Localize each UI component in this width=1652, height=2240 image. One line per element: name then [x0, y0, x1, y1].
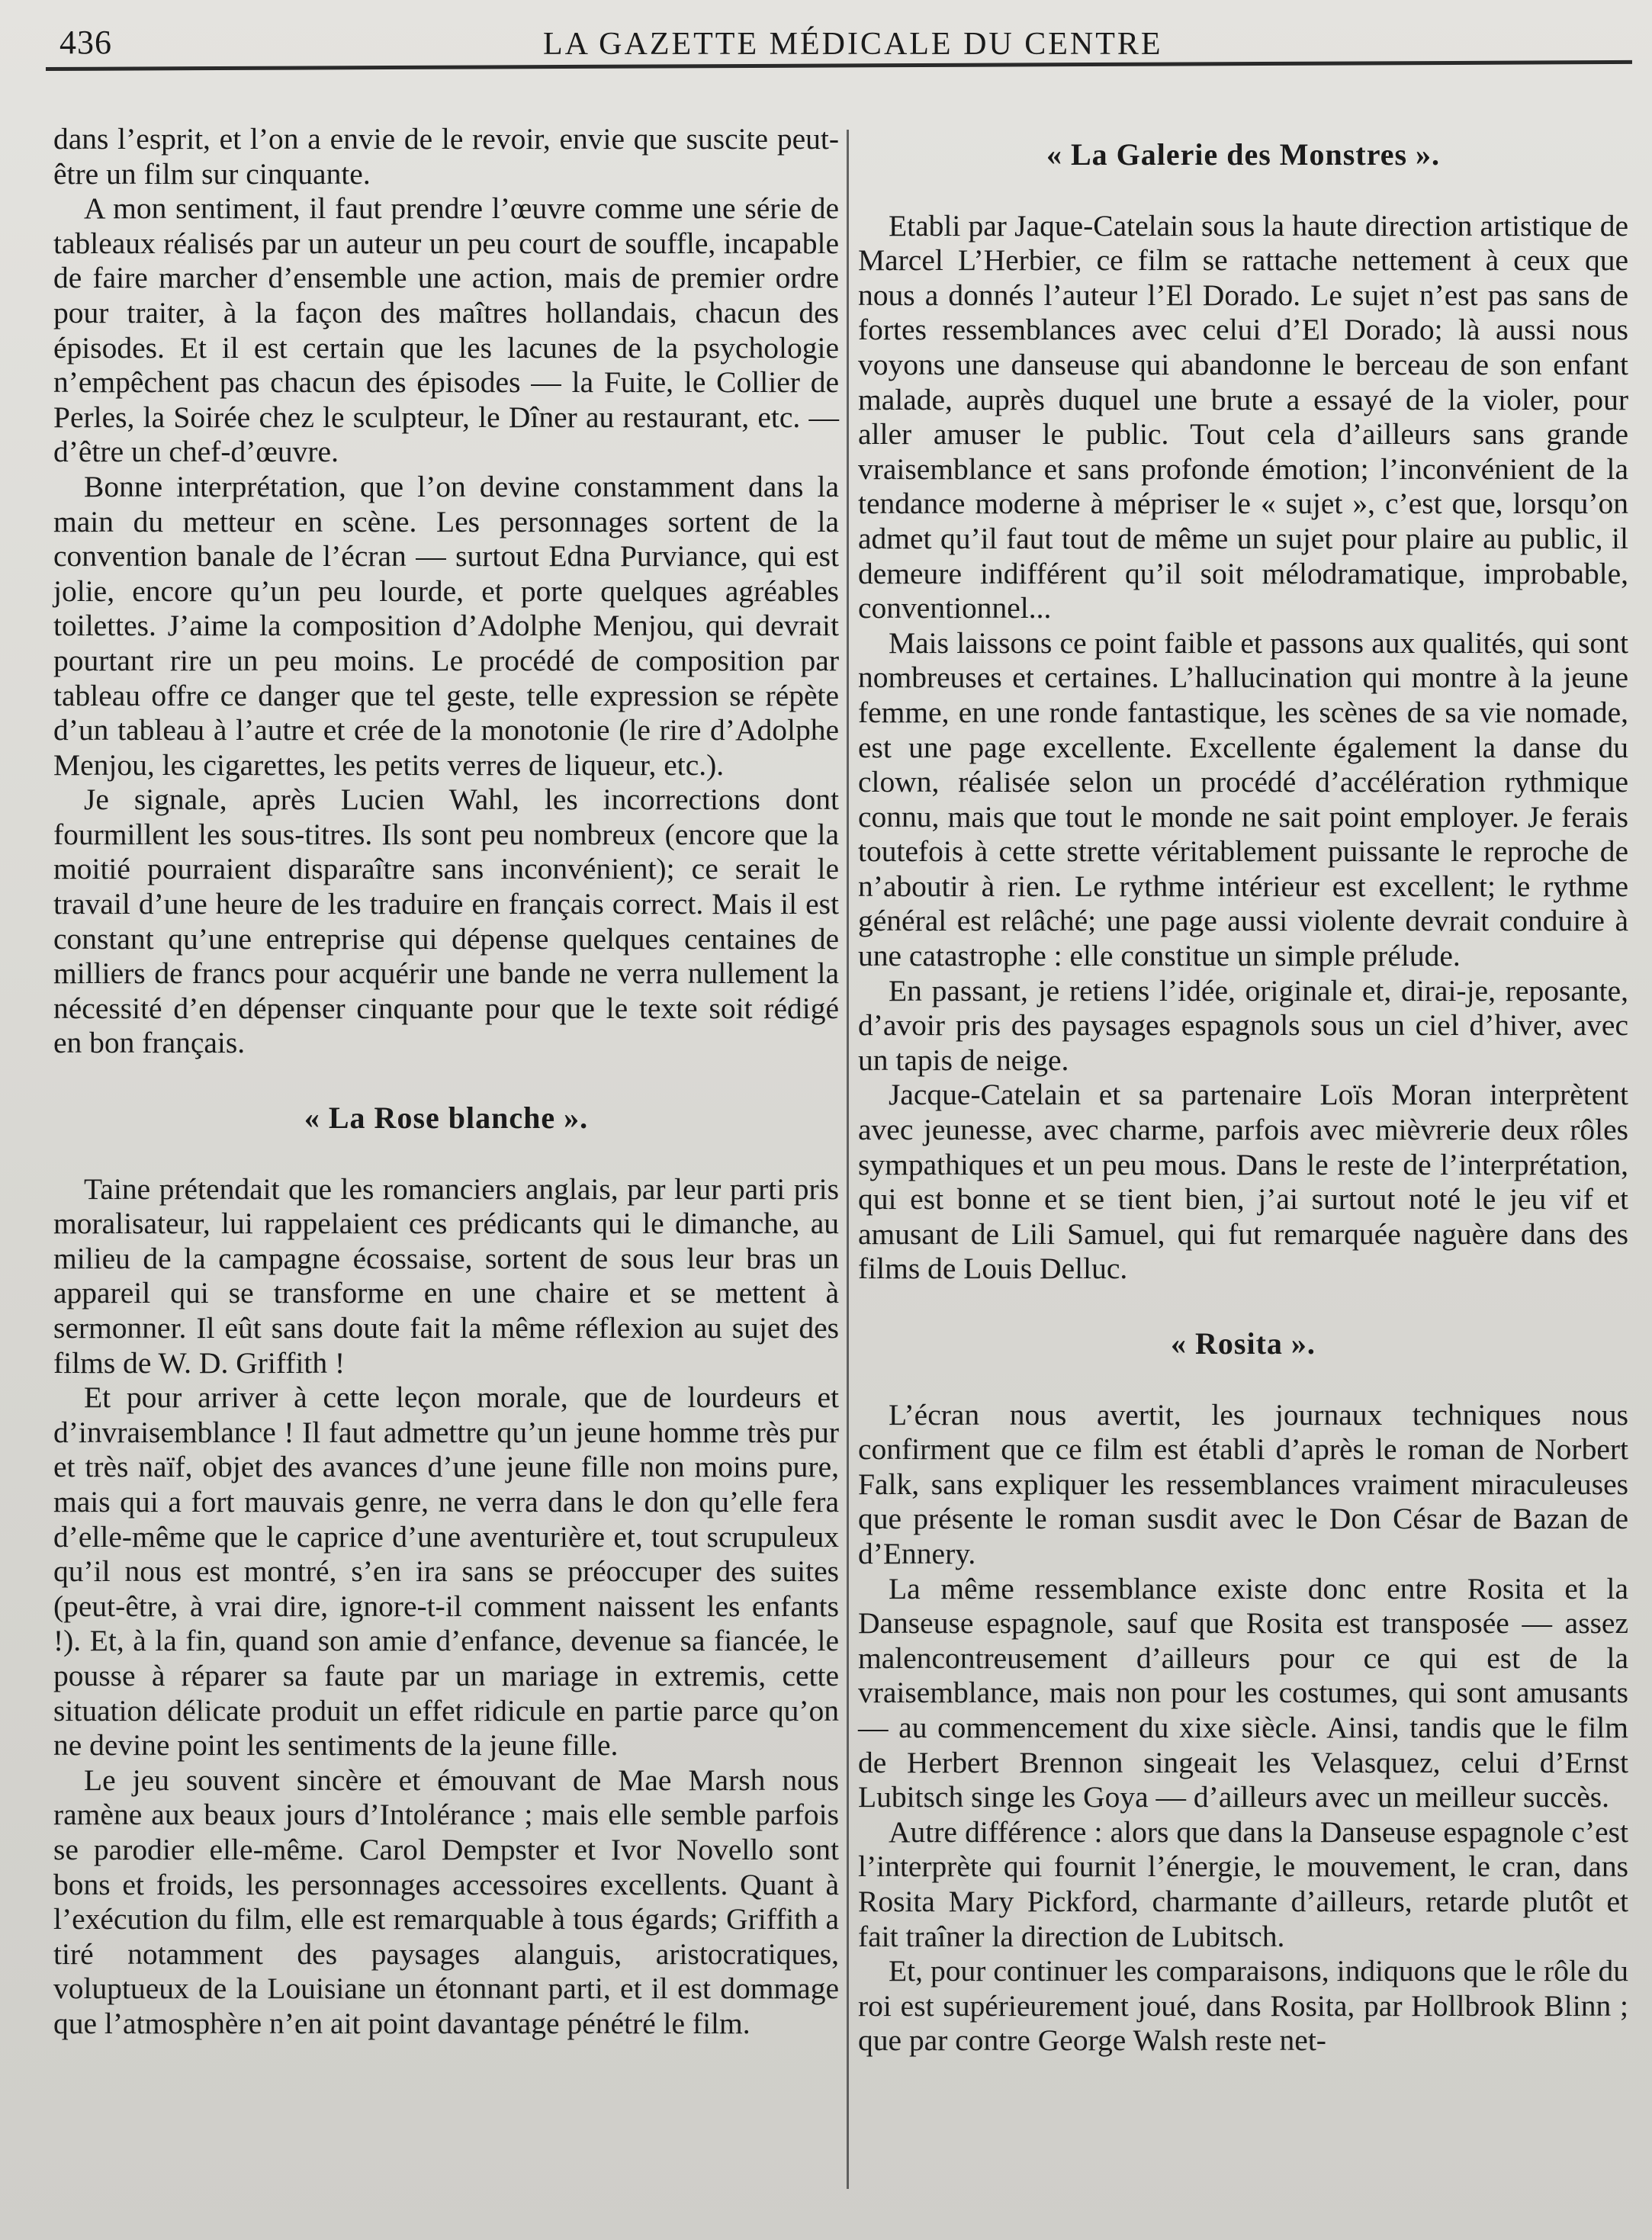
paragraph: dans l’esprit, et l’on a envie de le revoir, envie que suscite peut-être un film sur cinquante. — [53, 122, 839, 191]
paragraph: Et pour arriver à cette leçon morale, que de lourdeurs et d’invraisemblance ! Il faut admettre qu’un jeune homme très pur et très naïf, objet des avances d’une jeune fille non moins pure, mais qui a fort mauvais genre, ne verra dans le don qu’elle fera d’elle-même que le caprice d’une aventurière et, tout scrupuleux qu’il nous est montré, s’en ira sans se préoccuper des suites (peut-être, à vrai dire, ignore-t-il comment naissent les enfants !). Et, à la fin, quand son amie d’enfance, devenue sa fiancée, le pousse à réparer sa faute par un mariage in extremis, cette situation délicate produit un effet ridicule en partie parce qu’on ne devine point les sentiments de la jeune fille. — [53, 1380, 839, 1763]
section-heading: « La Rose blanche ». — [304, 1101, 589, 1136]
paragraph: En passant, je retiens l’idée, originale et, dirai-je, reposante, d’avoir pris des paysages espagnols sous un ciel d’hiver, avec un tapis de neige. — [858, 973, 1628, 1077]
paragraph: Autre différence : alors que dans la Danseuse espagnole c’est l’interprète qui fournit l’énergie, le mouvement, le cran, dans Rosita Mary Pickford, charmante d’ailleurs, retarde plutôt et fait traîner la direction de Lubitsch. — [858, 1814, 1628, 1953]
paragraph: Taine prétendait que les romanciers anglais, par leur parti pris moralisateur, lui rappelaient ces prédicants qui le dimanche, au milieu de la campagne écossaise, sortent de sous leur bras un appareil qui se transforme en une chaire et se mettent à sermonner. Il eût sans doute fait la même réflexion au sujet des films de W. D. Griffith ! — [53, 1171, 839, 1380]
paragraph: A mon sentiment, il faut prendre l’œuvre comme une série de tableaux réalisés par un auteur un peu court de souffle, incapable de faire marcher d’ensemble une action, mais de premier ordre pour traiter, à la façon des maîtres hollandais, chacun des épisodes. Et il est certain que les lacunes de la psychologie n’empêchent pas chacun des épisodes — la Fuite, le Collier de Perles, la Soirée chez le sculpteur, le Dîner au restaurant, etc. — d’être un chef-d’œuvre. — [53, 191, 839, 469]
paragraph: Bonne interprétation, que l’on devine constamment dans la main du metteur en scène. Les personnages sortent de la convention banale de l’écran — surtout Edna Purviance, qui est jolie, encore qu’un peu lourde, et porte quelques agréables toilettes. J’aime la composition d’Adolphe Menjou, qui devrait pourtant rire un peu moins. Le procédé de composition par tableau offre ce danger que tel geste, telle expression se répète d’un tableau à l’autre et crée de la monotonie (le rire d’Adolphe Menjou, les cigarettes, les petits verres de liqueur, etc.). — [53, 469, 839, 782]
page-number: 436 — [59, 24, 112, 61]
paragraph: La même ressemblance existe donc entre Rosita et la Danseuse espagnole, sauf que Rosita est transposée — assez malencontreusement d’ailleurs pour ce qui est de la vraisemblance, mais non pour les costumes, qui sont amusants — au commencement du xixe siècle. Ainsi, tandis que le film de Herbert Brennon singeait les Velasquez, celui d’Ernst Lubitsch singe les Goya — d’ailleurs avec un meilleur succès. — [858, 1571, 1628, 1814]
paragraph: Je signale, après Lucien Wahl, les incorrections dont fourmillent les sous-titres. Ils sont peu nombreux (encore que la moitié pourraient disparaître sans inconvénient); ce serait le travail d’une heure de les traduire en français correct. Mais il est constant qu’une entreprise qui dépense quelques centaines de milliers de francs pour acquérir une bande ne verra nullement la nécessité d’en dépenser cinquante pour que le texte soit rédigé en bon français. — [53, 783, 839, 1060]
column-divider — [847, 130, 849, 2189]
section-heading: « La Galerie des Monstres ». — [1046, 137, 1441, 172]
paragraph: Etabli par Jaque-Catelain sous la haute direction artistique de Marcel L’Herbier, ce film se rattache nettement à ceux que nous a donnés l’auteur l’El Dorado. Le sujet n’est pas sans de fortes ressemblances avec celui d’El Dorado; là aussi nous voyons une danseuse qui abandonne le berceau de son enfant malade, auprès duquel une brute a essayé de la violer, pour aller amuser le public. Tout cela d’ailleurs sans grande vraisemblance et sans profonde émotion; l’inconvénient de la tendance moderne à mépriser le « sujet », c’est que, lorsqu’on admet qu’il faut tout de même un sujet pour plaire au public, il demeure indifférent qu’il soit mélodramatique, improbable, conventionnel... — [858, 208, 1628, 625]
left-column — [53, 122, 839, 2041]
section-heading: « Rosita ». — [1171, 1326, 1316, 1361]
paragraph: Jacque-Catelain et sa partenaire Loïs Moran interprètent avec jeunesse, avec charme, parfois avec mièvrerie deux rôles sympathiques et un peu mous. Dans le reste de l’interprétation, qui est bonne et se tient bien, j’ai surtout noté le jeu vif et amusant de Lili Samuel, qui fut remarquée naguère dans des films de Louis Delluc. — [858, 1078, 1628, 1286]
paragraph: Et, pour continuer les comparaisons, indiquons que le rôle du roi est supérieurement joué, dans Rosita, par Hollbrook Blinn ; que par contre George Walsh reste net- — [858, 1954, 1628, 2058]
paragraph: L’écran nous avertit, les journaux techniques nous confirment que ce film est établi d’après le roman de Norbert Falk, sans expliquer les ressemblances vraiment miraculeuses que présente le roman susdit avec le Don César de Bazan de d’Ennery. — [858, 1397, 1628, 1570]
right-column — [858, 122, 1628, 2058]
paragraph: Mais laissons ce point faible et passons aux qualités, qui sont nombreuses et certaines. L’hallucination qui montre à la jeune femme, en une ronde fantastique, les scènes de sa vie nomade, est une page excellente. Excellente également la danse du clown, réalisée selon un procédé d’accélération rythmique connu, mais que tout le monde ne sait point employer. Je ferais toutefois à cette strette véritablement puissante le reproche de n’aboutir à rien. Le rythme intérieur est excellent; le rythme général est relâché; une page aussi violente devrait conduire à une catastrophe : elle constitue un simple prélude. — [858, 625, 1628, 973]
running-title: LA GAZETTE MÉDICALE DU CENTRE — [543, 27, 1163, 62]
paragraph: Le jeu souvent sincère et émouvant de Mae Marsh nous ramène aux beaux jours d’Intolérance ; mais elle semble parfois se parodier elle-même. Carol Dempster et Ivor Novello sont bons et froids, les personnages accessoires excellents. Quant à l’exécution du film, elle est remarquable à tous égards; Griffith a tiré notamment des paysages alanguis, aristocratiques, voluptueux de la Louisiane un étonnant parti, et il est dommage que l’atmosphère n’en ait point davantage pénétré le film. — [53, 1763, 839, 2040]
